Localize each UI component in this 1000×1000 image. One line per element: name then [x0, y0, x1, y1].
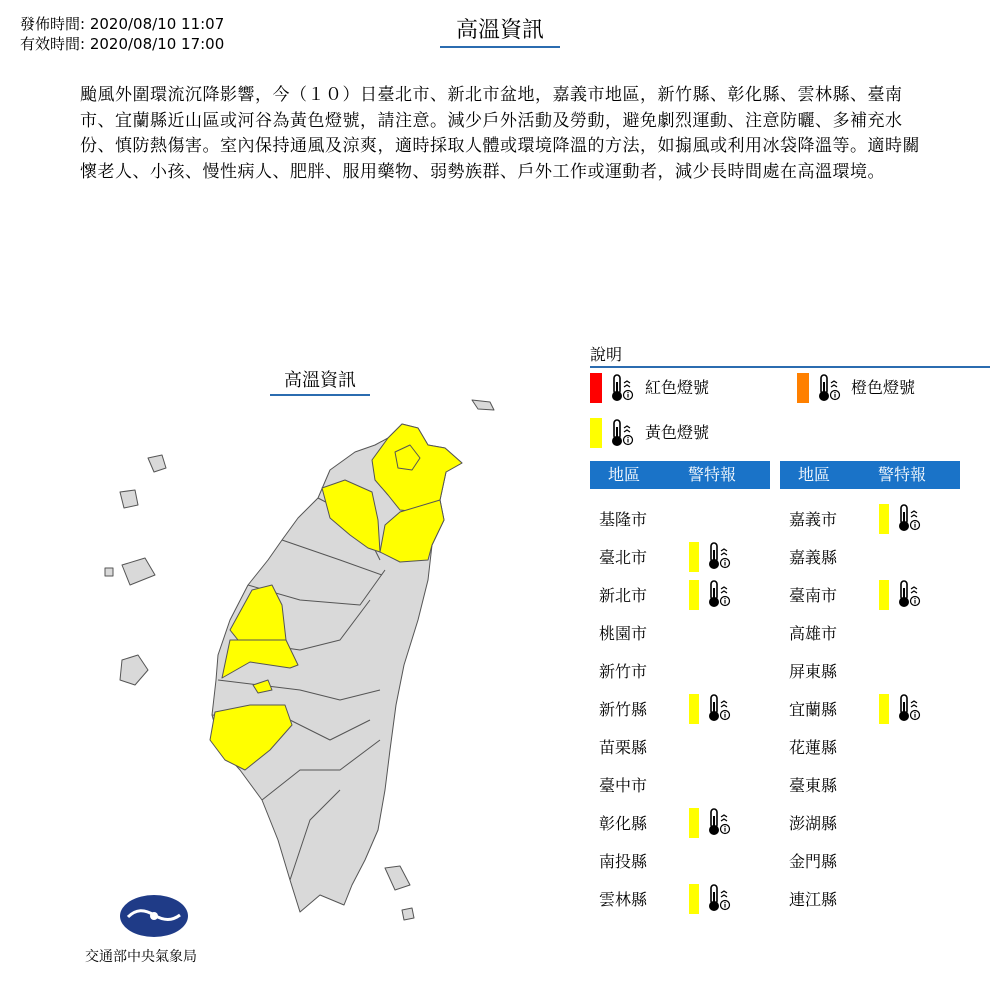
- region-name: 南投縣: [599, 852, 648, 871]
- col-region-header: 地區: [798, 465, 831, 484]
- thermometer-icon: [896, 579, 922, 609]
- valid-time: 有效時間: 2020/08/10 17:00: [20, 35, 225, 53]
- region-name: 臺中市: [599, 776, 648, 795]
- region-name: 彰化縣: [599, 814, 648, 833]
- region-name: 嘉義市: [789, 510, 838, 529]
- yellow-warning-swatch: [879, 580, 889, 610]
- yellow-warning-swatch: [689, 580, 699, 610]
- region-name: 臺南市: [789, 586, 838, 605]
- region-name: 花蓮縣: [789, 738, 838, 757]
- region-name: 嘉義縣: [789, 548, 838, 567]
- col-warning-header: 警特報: [688, 465, 737, 484]
- legend-label-orange: 橙色燈號: [851, 378, 916, 397]
- region-name: 苗栗縣: [599, 738, 648, 757]
- region-name: 新北市: [599, 586, 648, 605]
- legend-heading: 說明: [590, 344, 990, 368]
- thermometer-icon: [706, 541, 732, 571]
- col-warning-header: 警特報: [878, 465, 927, 484]
- region-name: 屏東縣: [789, 662, 838, 681]
- cwb-logo: [118, 893, 190, 939]
- region-name: 新竹縣: [599, 700, 648, 719]
- yellow-warning-swatch: [689, 694, 699, 724]
- yellow-warning-swatch: [689, 808, 699, 838]
- region-name: 臺北市: [599, 548, 648, 567]
- orange-swatch: [797, 373, 809, 403]
- table-header-left: [590, 461, 770, 489]
- region-name: 澎湖縣: [789, 814, 838, 833]
- thermometer-icon: [816, 373, 842, 403]
- map-title: 高溫資訊: [270, 368, 370, 396]
- region-name: 金門縣: [789, 852, 838, 871]
- region-name: 基隆市: [599, 510, 648, 529]
- yellow-warning-swatch: [879, 694, 889, 724]
- thermometer-icon: [896, 503, 922, 533]
- region-name: 高雄市: [789, 624, 838, 643]
- thermometer-icon: [609, 373, 635, 403]
- taiwan-map: [95, 390, 515, 930]
- legend-label-red: 紅色燈號: [645, 378, 710, 397]
- yellow-warning-swatch: [689, 884, 699, 914]
- thermometer-icon: [706, 693, 732, 723]
- thermometer-icon: [706, 807, 732, 837]
- agency-name: 交通部中央氣象局: [85, 949, 197, 965]
- thermometer-icon: [609, 418, 635, 448]
- region-name: 宜蘭縣: [789, 700, 838, 719]
- yellow-warning-swatch: [689, 542, 699, 572]
- region-name: 桃園市: [599, 624, 648, 643]
- legend-label-yellow: 黃色燈號: [645, 423, 710, 442]
- issue-time: 發佈時間: 2020/08/10 11:07: [20, 15, 225, 33]
- region-name: 新竹市: [599, 662, 648, 681]
- yellow-warning-swatch: [879, 504, 889, 534]
- table-header-right: [780, 461, 960, 489]
- region-name: 臺東縣: [789, 776, 838, 795]
- region-name: 連江縣: [789, 890, 838, 909]
- region-name: 雲林縣: [599, 890, 648, 909]
- yellow-swatch: [590, 418, 602, 448]
- thermometer-icon: [706, 579, 732, 609]
- thermometer-icon: [896, 693, 922, 723]
- thermometer-icon: [706, 883, 732, 913]
- description-text: 颱風外圍環流沉降影響，今（１０）日臺北市、新北市盆地，嘉義市地區，新竹縣、彰化縣、雲林縣、臺南市、宜蘭縣近山區或河谷為黃色燈號，請注意。減少戶外活動及勞動，避免劇烈運動、注意防曬、多補充水份、慎防熱傷害。室內保持通風及涼爽，適時採取人體或環境降溫的方法，如搧風或利用冰袋降溫等。適時關懷老人、小孩、慢性病人、肥胖、服用藥物、弱勢族群、戶外工作或運動者，減少長時間處在高溫環境。: [80, 85, 920, 182]
- red-swatch: [590, 373, 602, 403]
- col-region-header: 地區: [608, 465, 641, 484]
- page-title: 高溫資訊: [440, 16, 560, 48]
